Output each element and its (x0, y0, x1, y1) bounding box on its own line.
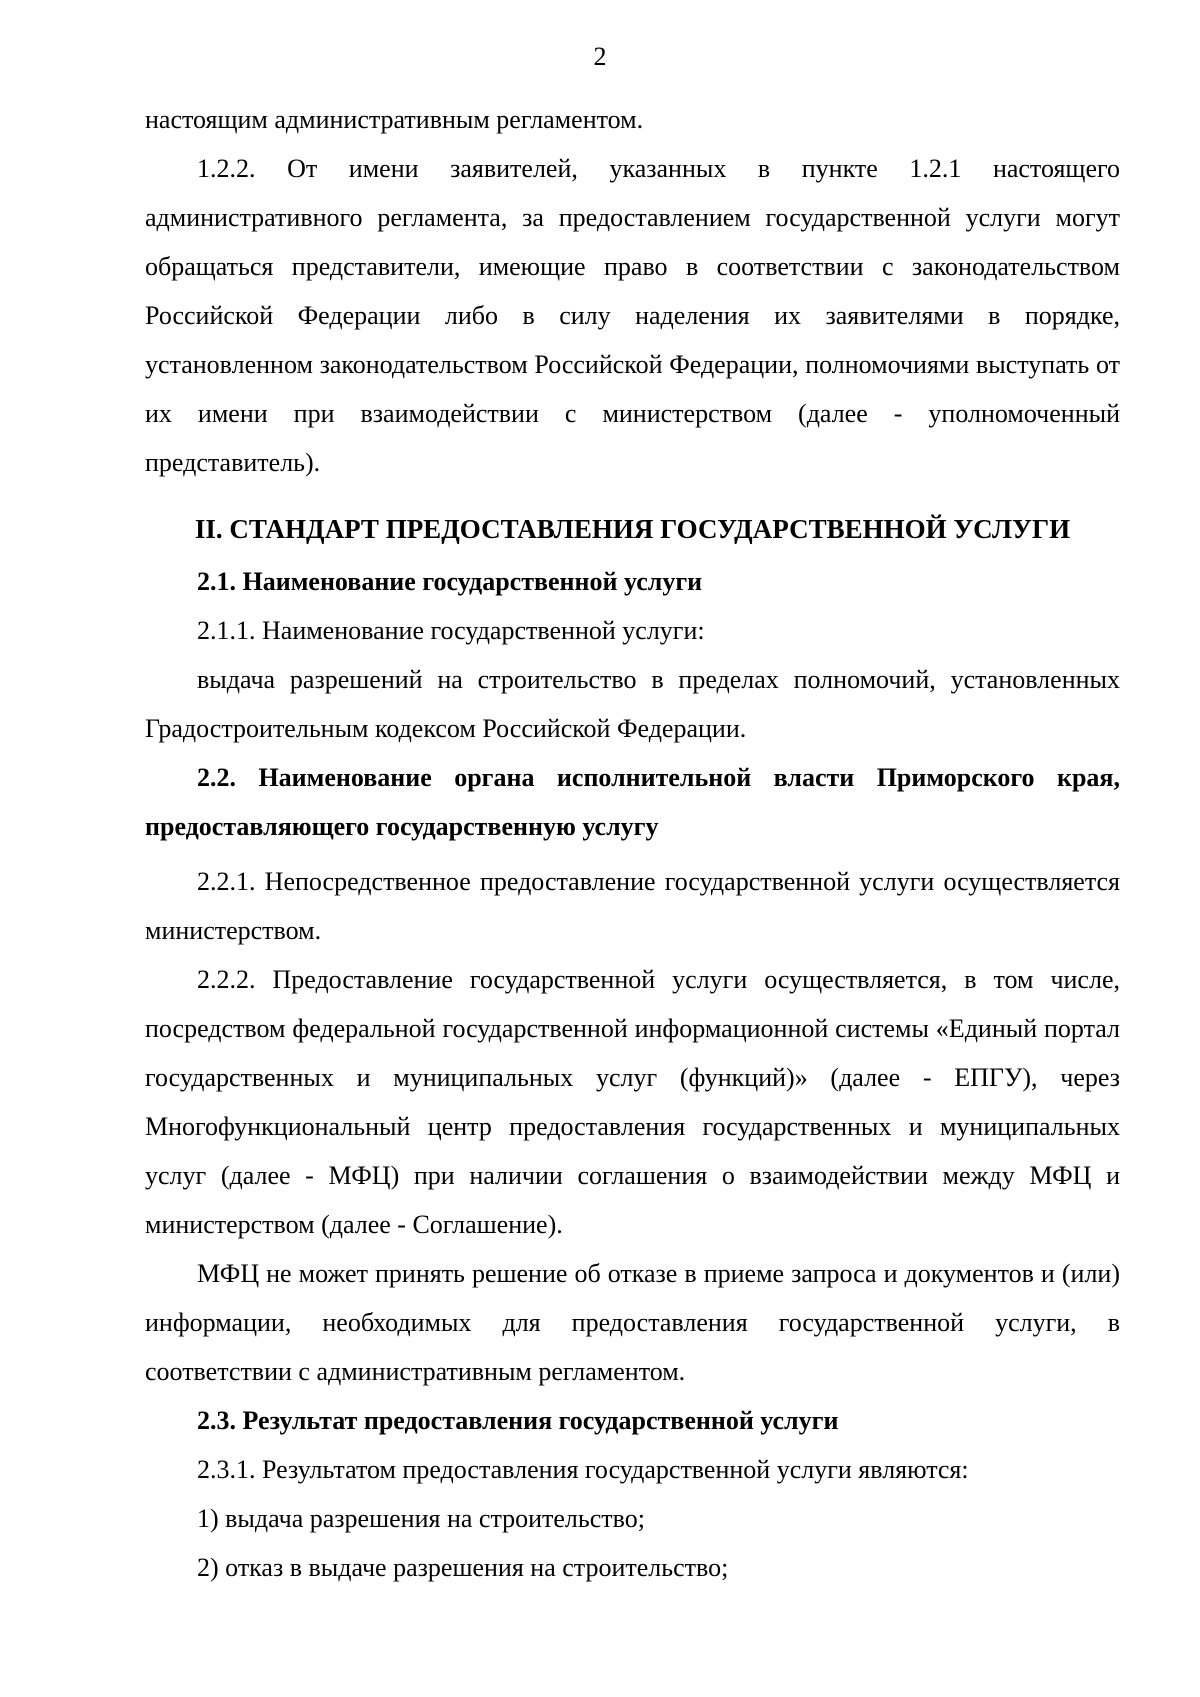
document-body (145, 95, 1120, 1592)
subheading-2-2: 2.2. Наименование органа исполнительной власти Приморского края, предоставляющего государственную услугу (145, 763, 1120, 841)
paragraph-mfc: МФЦ не может принять решение об отказе в приеме запроса и документов и (или) информации, необходимых для предоставления государственной услуги, в соответствии с административным регламентом. (145, 1259, 1120, 1386)
list-item: 1) выдача разрешения на строительство; (197, 1504, 645, 1533)
page-number: 2 (593, 42, 607, 71)
paragraph-2-3-1: 2.3.1. Результатом предоставления государственной услуги являются: (197, 1455, 969, 1484)
paragraph-2-2-1: 2.2.1. Непосредственное предоставление государственной услуги осуществляется министерством. (145, 867, 1120, 945)
paragraph-1-2-2: 1.2.2. От имени заявителей, указанных в пункте 1.2.1 настоящего административного регламента, за предоставлением государственной услуги могут обращаться представители, имеющие право в соответствии с законодательством Российской Федерации либо в силу наделения их заявителями в порядке, установленном законодательством Российской Федерации, полномочиями выступать от их имени при взаимодействии с министерством (далее - уполномоченный представитель). (145, 154, 1120, 477)
section-heading-ii: II. СТАНДАРТ ПРЕДОСТАВЛЕНИЯ ГОСУДАРСТВЕННОЙ УСЛУГИ (194, 514, 1071, 544)
subheading-2-3: 2.3. Результат предоставления государственной услуги (197, 1406, 839, 1435)
paragraph-2-1-1: 2.1.1. Наименование государственной услуги: (197, 616, 705, 645)
paragraph-2-2-2: 2.2.2. Предоставление государственной услуги осуществляется, в том числе, посредством федеральной государственной информационной системы «Единый портал государственных и муниципальных услуг (функций)» (далее - ЕПГУ), через Многофункциональный центр предоставления государственных и муниципальных услуг (далее - МФЦ) при наличии соглашения о взаимодействии между МФЦ и министерством (далее - Соглашение). (145, 965, 1120, 1239)
paragraph-intro-continuation: настоящим административным регламентом. (145, 105, 644, 134)
list-item: 2) отказ в выдаче разрешения на строительство; (197, 1553, 729, 1582)
paragraph-2-1-1-text: выдача разрешений на строительство в пределах полномочий, установленных Градостроительным кодексом Российской Федерации. (145, 665, 1120, 743)
subheading-2-1: 2.1. Наименование государственной услуги (197, 567, 703, 596)
